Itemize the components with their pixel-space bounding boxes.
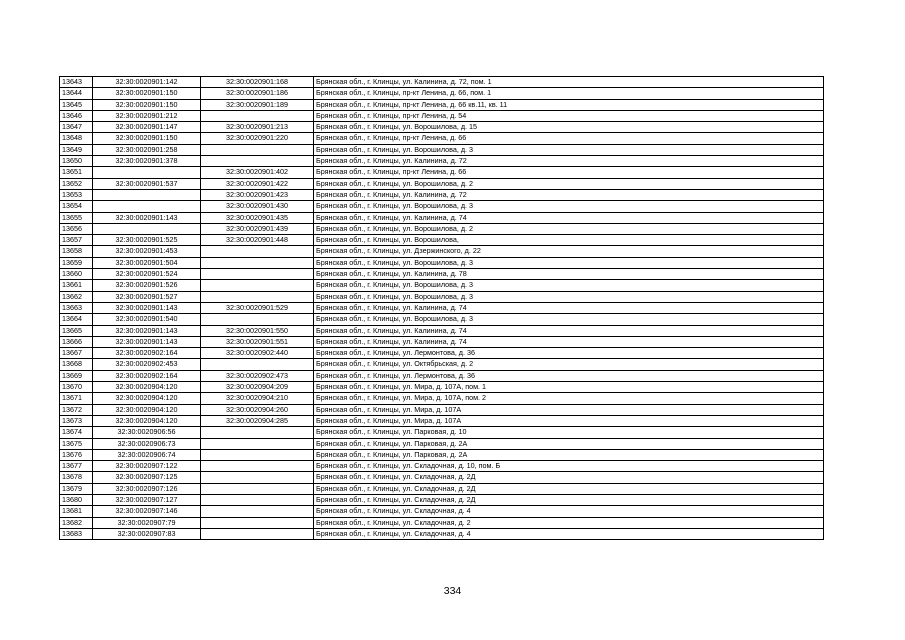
- cadastral-number-cell: [201, 246, 314, 257]
- parent-cadastral-number-cell: [93, 223, 201, 234]
- parent-cadastral-number-cell: 32:30:0020901:504: [93, 257, 201, 268]
- table-row: [60, 483, 824, 494]
- table-row: [60, 110, 824, 121]
- parent-cadastral-number-cell: 32:30:0020901:527: [93, 291, 201, 302]
- row-number-cell: 13671: [60, 393, 93, 404]
- parent-cadastral-number-cell: 32:30:0020901:525: [93, 235, 201, 246]
- address-cell: Брянская обл., г. Клинцы, ул. Складочная, д. 4: [314, 506, 824, 517]
- cadastral-number-cell: 32:30:0020901:402: [201, 167, 314, 178]
- cadastral-number-cell: 32:30:0020901:220: [201, 133, 314, 144]
- table-row: [60, 461, 824, 472]
- cadastral-number-cell: [201, 359, 314, 370]
- parent-cadastral-number-cell: 32:30:0020904:120: [93, 393, 201, 404]
- address-cell: Брянская обл., г. Клинцы, ул. Ворошилова, д. 2: [314, 178, 824, 189]
- address-cell: Брянская обл., г. Клинцы, ул. Складочная, д. 4: [314, 528, 824, 539]
- address-cell: Брянская обл., г. Клинцы, ул. Складочная, д. 2Д: [314, 483, 824, 494]
- cadastral-number-cell: [201, 269, 314, 280]
- table-row: [60, 167, 824, 178]
- address-cell: Брянская обл., г. Клинцы, пр-кт Ленина, д. 66: [314, 167, 824, 178]
- address-cell: Брянская обл., г. Клинцы, ул. Ворошилова, д. 3: [314, 201, 824, 212]
- row-number-cell: 13664: [60, 314, 93, 325]
- address-cell: Брянская обл., г. Клинцы, ул. Парковая, д. 10: [314, 427, 824, 438]
- table-row: [60, 415, 824, 426]
- table-row: [60, 291, 824, 302]
- cadastral-number-cell: 32:30:0020904:209: [201, 382, 314, 393]
- address-cell: Брянская обл., г. Клинцы, ул. Складочная, д. 2: [314, 517, 824, 528]
- address-cell: Брянская обл., г. Клинцы, ул. Калинина, д. 74: [314, 212, 824, 223]
- row-number-cell: 13644: [60, 88, 93, 99]
- cadastral-number-cell: 32:30:0020901:422: [201, 178, 314, 189]
- address-cell: Брянская обл., г. Клинцы, ул. Ворошилова, д. 2: [314, 223, 824, 234]
- table-row: [60, 178, 824, 189]
- address-cell: Брянская обл., г. Клинцы, ул. Ворошилова, д. 15: [314, 122, 824, 133]
- cadastral-number-cell: 32:30:0020901:439: [201, 223, 314, 234]
- address-cell: Брянская обл., г. Клинцы, пр-кт Ленина, д. 66: [314, 133, 824, 144]
- cadastral-number-cell: 32:30:0020902:440: [201, 348, 314, 359]
- address-cell: Брянская обл., г. Клинцы, ул. Калинина, д. 74: [314, 325, 824, 336]
- row-number-cell: 13643: [60, 77, 93, 88]
- parent-cadastral-number-cell: [93, 167, 201, 178]
- address-cell: Брянская обл., г. Клинцы, ул. Ворошилова, д. 3: [314, 144, 824, 155]
- table-row: [60, 427, 824, 438]
- row-number-cell: 13675: [60, 438, 93, 449]
- row-number-cell: 13647: [60, 122, 93, 133]
- parent-cadastral-number-cell: 32:30:0020901:258: [93, 144, 201, 155]
- row-number-cell: 13674: [60, 427, 93, 438]
- parent-cadastral-number-cell: 32:30:0020901:147: [93, 122, 201, 133]
- address-cell: Брянская обл., г. Клинцы, ул. Мира, д. 107А, пом. 1: [314, 382, 824, 393]
- address-cell: Брянская обл., г. Клинцы, ул. Калинина, д. 74: [314, 336, 824, 347]
- row-number-cell: 13650: [60, 156, 93, 167]
- cadastral-number-cell: 32:30:0020904:285: [201, 415, 314, 426]
- address-cell: Брянская обл., г. Клинцы, ул. Калинина, д. 78: [314, 269, 824, 280]
- table-row: [60, 201, 824, 212]
- address-cell: Брянская обл., г. Клинцы, ул. Ворошилова, д. 3: [314, 257, 824, 268]
- address-cell: Брянская обл., г. Клинцы, ул. Дзержинского, д. 22: [314, 246, 824, 257]
- table-row: [60, 235, 824, 246]
- row-number-cell: 13649: [60, 144, 93, 155]
- address-cell: Брянская обл., г. Клинцы, ул. Мира, д. 107А: [314, 404, 824, 415]
- parent-cadastral-number-cell: 32:30:0020901:143: [93, 212, 201, 223]
- table-row: [60, 77, 824, 88]
- cadastral-number-cell: [201, 449, 314, 460]
- page-number: 334: [443, 585, 462, 597]
- address-cell: Брянская обл., г. Клинцы, ул. Парковая, д. 2А: [314, 438, 824, 449]
- table-row: [60, 517, 824, 528]
- address-cell: Брянская обл., г. Клинцы, ул. Складочная, д. 10, пом. Б: [314, 461, 824, 472]
- row-number-cell: 13680: [60, 494, 93, 505]
- parent-cadastral-number-cell: 32:30:0020901:526: [93, 280, 201, 291]
- address-cell: Брянская обл., г. Клинцы, ул. Парковая, д. 2А: [314, 449, 824, 460]
- table-row: [60, 257, 824, 268]
- row-number-cell: 13672: [60, 404, 93, 415]
- row-number-cell: 13660: [60, 269, 93, 280]
- parent-cadastral-number-cell: 32:30:0020901:212: [93, 110, 201, 121]
- address-cell: Брянская обл., г. Клинцы, ул. Ворошилова, д. 3: [314, 314, 824, 325]
- cadastral-number-cell: [201, 314, 314, 325]
- cadastral-number-cell: 32:30:0020901:551: [201, 336, 314, 347]
- table-row: [60, 404, 824, 415]
- table-row: [60, 325, 824, 336]
- row-number-cell: 13679: [60, 483, 93, 494]
- parent-cadastral-number-cell: 32:30:0020901:150: [93, 88, 201, 99]
- parent-cadastral-number-cell: 32:30:0020901:378: [93, 156, 201, 167]
- cadastral-number-cell: [201, 257, 314, 268]
- row-number-cell: 13651: [60, 167, 93, 178]
- table-row: [60, 528, 824, 539]
- table-row: [60, 506, 824, 517]
- address-cell: Брянская обл., г. Клинцы, ул. Ворошилова, д. 3: [314, 291, 824, 302]
- address-cell: Брянская обл., г. Клинцы, ул. Складочная, д. 2Д: [314, 494, 824, 505]
- cadastral-number-cell: 32:30:0020901:529: [201, 302, 314, 313]
- table-row: [60, 223, 824, 234]
- row-number-cell: 13667: [60, 348, 93, 359]
- table-row: [60, 314, 824, 325]
- address-cell: Брянская обл., г. Клинцы, ул. Калинина, д. 72: [314, 156, 824, 167]
- parent-cadastral-number-cell: [93, 201, 201, 212]
- row-number-cell: 13661: [60, 280, 93, 291]
- table-row: [60, 472, 824, 483]
- table-row: [60, 382, 824, 393]
- address-cell: Брянская обл., г. Клинцы, ул. Калинина, д. 72, пом. 1: [314, 77, 824, 88]
- cadastral-number-cell: 32:30:0020901:168: [201, 77, 314, 88]
- cadastral-number-cell: 32:30:0020902:473: [201, 370, 314, 381]
- parent-cadastral-number-cell: 32:30:0020902:453: [93, 359, 201, 370]
- cadastral-number-cell: 32:30:0020901:550: [201, 325, 314, 336]
- cadastral-number-cell: [201, 438, 314, 449]
- cadastral-number-cell: [201, 528, 314, 539]
- table-row: [60, 438, 824, 449]
- row-number-cell: 13655: [60, 212, 93, 223]
- row-number-cell: 13666: [60, 336, 93, 347]
- row-number-cell: 13653: [60, 189, 93, 200]
- parent-cadastral-number-cell: 32:30:0020901:150: [93, 99, 201, 110]
- row-number-cell: 13668: [60, 359, 93, 370]
- parent-cadastral-number-cell: 32:30:0020902:164: [93, 370, 201, 381]
- parent-cadastral-number-cell: 32:30:0020901:143: [93, 325, 201, 336]
- parent-cadastral-number-cell: 32:30:0020904:120: [93, 404, 201, 415]
- row-number-cell: 13678: [60, 472, 93, 483]
- cadastral-number-cell: [201, 494, 314, 505]
- address-cell: Брянская обл., г. Клинцы, пр-кт Ленина, д. 66, пом. 1: [314, 88, 824, 99]
- table-body: [60, 77, 824, 540]
- table-row: [60, 494, 824, 505]
- cadastral-number-cell: [201, 110, 314, 121]
- parent-cadastral-number-cell: 32:30:0020901:150: [93, 133, 201, 144]
- cadastral-number-cell: [201, 156, 314, 167]
- address-cell: Брянская обл., г. Клинцы, пр-кт Ленина, д. 54: [314, 110, 824, 121]
- table-row: [60, 99, 824, 110]
- cadastral-number-cell: [201, 280, 314, 291]
- row-number-cell: 13656: [60, 223, 93, 234]
- parent-cadastral-number-cell: 32:30:0020907:127: [93, 494, 201, 505]
- cadastral-number-cell: 32:30:0020901:189: [201, 99, 314, 110]
- parent-cadastral-number-cell: 32:30:0020901:142: [93, 77, 201, 88]
- address-cell: Брянская обл., г. Клинцы, ул. Ворошилова,: [314, 235, 824, 246]
- table-row: [60, 302, 824, 313]
- table-row: [60, 336, 824, 347]
- parent-cadastral-number-cell: 32:30:0020907:125: [93, 472, 201, 483]
- cadastral-number-cell: 32:30:0020901:186: [201, 88, 314, 99]
- parent-cadastral-number-cell: 32:30:0020906:73: [93, 438, 201, 449]
- row-number-cell: 13663: [60, 302, 93, 313]
- parent-cadastral-number-cell: 32:30:0020907:83: [93, 528, 201, 539]
- parent-cadastral-number-cell: [93, 189, 201, 200]
- table-row: [60, 144, 824, 155]
- row-number-cell: 13648: [60, 133, 93, 144]
- row-number-cell: 13652: [60, 178, 93, 189]
- parent-cadastral-number-cell: 32:30:0020907:126: [93, 483, 201, 494]
- table-row: [60, 122, 824, 133]
- table-row: [60, 88, 824, 99]
- address-cell: Брянская обл., г. Клинцы, ул. Складочная, д. 2Д: [314, 472, 824, 483]
- parent-cadastral-number-cell: 32:30:0020907:146: [93, 506, 201, 517]
- row-number-cell: 13673: [60, 415, 93, 426]
- cadastral-number-cell: [201, 483, 314, 494]
- address-cell: Брянская обл., г. Клинцы, пр-кт Ленина, д. 66 кв.11, кв. 11: [314, 99, 824, 110]
- cadastral-number-cell: [201, 517, 314, 528]
- row-number-cell: 13659: [60, 257, 93, 268]
- cadastral-number-cell: 32:30:0020901:435: [201, 212, 314, 223]
- address-cell: Брянская обл., г. Клинцы, ул. Калинина, д. 74: [314, 302, 824, 313]
- address-cell: Брянская обл., г. Клинцы, ул. Ворошилова, д. 3: [314, 280, 824, 291]
- address-cell: Брянская обл., г. Клинцы, ул. Мира, д. 107А: [314, 415, 824, 426]
- parent-cadastral-number-cell: 32:30:0020904:120: [93, 382, 201, 393]
- table-row: [60, 449, 824, 460]
- parent-cadastral-number-cell: 32:30:0020902:164: [93, 348, 201, 359]
- parent-cadastral-number-cell: 32:30:0020901:143: [93, 302, 201, 313]
- row-number-cell: 13676: [60, 449, 93, 460]
- parent-cadastral-number-cell: 32:30:0020901:524: [93, 269, 201, 280]
- row-number-cell: 13669: [60, 370, 93, 381]
- address-cell: Брянская обл., г. Клинцы, ул. Лермонтова, д. 36: [314, 370, 824, 381]
- parent-cadastral-number-cell: 32:30:0020906:74: [93, 449, 201, 460]
- row-number-cell: 13658: [60, 246, 93, 257]
- table-row: [60, 393, 824, 404]
- address-cell: Брянская обл., г. Клинцы, ул. Лермонтова, д. 36: [314, 348, 824, 359]
- parent-cadastral-number-cell: 32:30:0020907:79: [93, 517, 201, 528]
- cadastral-number-cell: 32:30:0020901:448: [201, 235, 314, 246]
- row-number-cell: 13683: [60, 528, 93, 539]
- address-cell: Брянская обл., г. Клинцы, ул. Мира, д. 107А, пом. 2: [314, 393, 824, 404]
- row-number-cell: 13646: [60, 110, 93, 121]
- address-cell: Брянская обл., г. Клинцы, ул. Октябрьская, д. 2: [314, 359, 824, 370]
- parent-cadastral-number-cell: 32:30:0020901:453: [93, 246, 201, 257]
- cadastral-number-cell: [201, 291, 314, 302]
- cadastral-number-cell: [201, 461, 314, 472]
- cadastral-number-cell: 32:30:0020904:260: [201, 404, 314, 415]
- table-row: [60, 280, 824, 291]
- row-number-cell: 13654: [60, 201, 93, 212]
- parent-cadastral-number-cell: 32:30:0020904:120: [93, 415, 201, 426]
- cadastral-number-cell: 32:30:0020901:213: [201, 122, 314, 133]
- row-number-cell: 13682: [60, 517, 93, 528]
- cadastral-number-cell: [201, 427, 314, 438]
- cadastral-table: [59, 76, 824, 540]
- row-number-cell: 13645: [60, 99, 93, 110]
- table-row: [60, 212, 824, 223]
- address-cell: Брянская обл., г. Клинцы, ул. Калинина, д. 72: [314, 189, 824, 200]
- table-row: [60, 370, 824, 381]
- table-row: [60, 156, 824, 167]
- cadastral-number-cell: [201, 144, 314, 155]
- parent-cadastral-number-cell: 32:30:0020906:56: [93, 427, 201, 438]
- parent-cadastral-number-cell: 32:30:0020907:122: [93, 461, 201, 472]
- table-row: [60, 189, 824, 200]
- cadastral-number-cell: [201, 506, 314, 517]
- row-number-cell: 13665: [60, 325, 93, 336]
- cadastral-number-cell: 32:30:0020904:210: [201, 393, 314, 404]
- row-number-cell: 13670: [60, 382, 93, 393]
- cadastral-number-cell: [201, 472, 314, 483]
- parent-cadastral-number-cell: 32:30:0020901:143: [93, 336, 201, 347]
- table-row: [60, 359, 824, 370]
- cadastral-number-cell: 32:30:0020901:430: [201, 201, 314, 212]
- table-row: [60, 269, 824, 280]
- table-row: [60, 246, 824, 257]
- parent-cadastral-number-cell: 32:30:0020901:540: [93, 314, 201, 325]
- table-row: [60, 348, 824, 359]
- table-row: [60, 133, 824, 144]
- row-number-cell: 13677: [60, 461, 93, 472]
- cadastral-number-cell: 32:30:0020901:423: [201, 189, 314, 200]
- row-number-cell: 13657: [60, 235, 93, 246]
- row-number-cell: 13681: [60, 506, 93, 517]
- parent-cadastral-number-cell: 32:30:0020901:537: [93, 178, 201, 189]
- row-number-cell: 13662: [60, 291, 93, 302]
